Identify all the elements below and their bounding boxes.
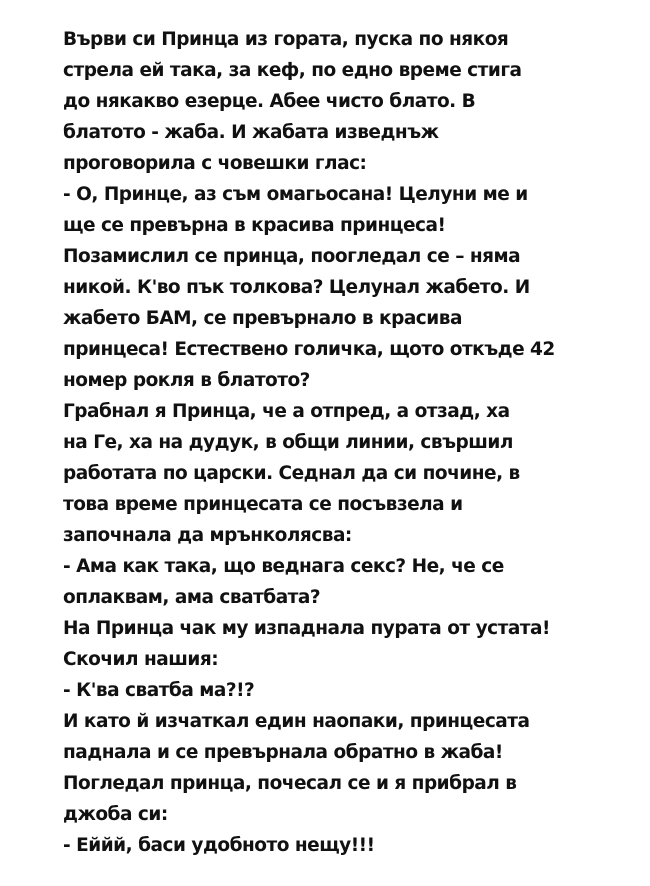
story-line: паднала и се превърнала обратно в жаба! [63, 742, 503, 763]
story-line: започнала да мрънколясва: [63, 525, 352, 546]
story-line: до някакво езерце. Абее чисто блато. В [63, 91, 476, 112]
story-text [63, 24, 643, 861]
story-line: оплаквам, ама сватбата? [63, 587, 321, 608]
story-line: На Принца чак му изпаднала пурата от устата! [63, 618, 550, 639]
story-line: на Ге, ха на дудук, в общи линии, свършил [63, 432, 513, 453]
story-line: - Еййй, баси удобното нещу!!! [63, 835, 375, 856]
story-line: - К'ва сватба ма?!? [63, 680, 255, 701]
story-line: И като й изчаткал един наопаки, принцесата [63, 711, 530, 732]
story-line: Погледал принца, почесал се и я прибрал в [63, 773, 517, 794]
story-line: джоба си: [63, 804, 168, 825]
story-line: блатото - жаба. И жабата изведнъж [63, 122, 439, 143]
story-line: Скочил нашия: [63, 649, 219, 670]
story-line: принцеса! Естествено голичка, щото откъде 42 [63, 339, 555, 360]
story-line: това време принцесата се посъвзела и [63, 494, 463, 515]
story-line: никой. К'во пък толкова? Целунал жабето. И [63, 277, 530, 298]
story-line: жабето БАМ, се превърнало в красива [63, 308, 462, 329]
story-line: Върви си Принца из гората, пуска по някоя [63, 29, 509, 50]
story-line: работата по царски. Седнал да си почине, в [63, 463, 520, 484]
story-line: - О, Принце, аз съм омагьосана! Целуни ме и [63, 184, 528, 205]
story-line: проговорила с човешки глас: [63, 153, 367, 174]
story-line: - Ама как така, що веднага секс? Не, че се [63, 556, 504, 577]
story-line: номер рокля в блатото? [63, 370, 310, 391]
story-line: стрела ей така, за кеф, по едно време стига [63, 60, 522, 81]
story-line: Позамислил се принца, поогледал се – няма [63, 246, 521, 267]
story-line: Грабнал я Принца, че а отпред, а отзад, ха [63, 401, 510, 422]
story-line: ще се превърна в красива принцеса! [63, 215, 446, 236]
